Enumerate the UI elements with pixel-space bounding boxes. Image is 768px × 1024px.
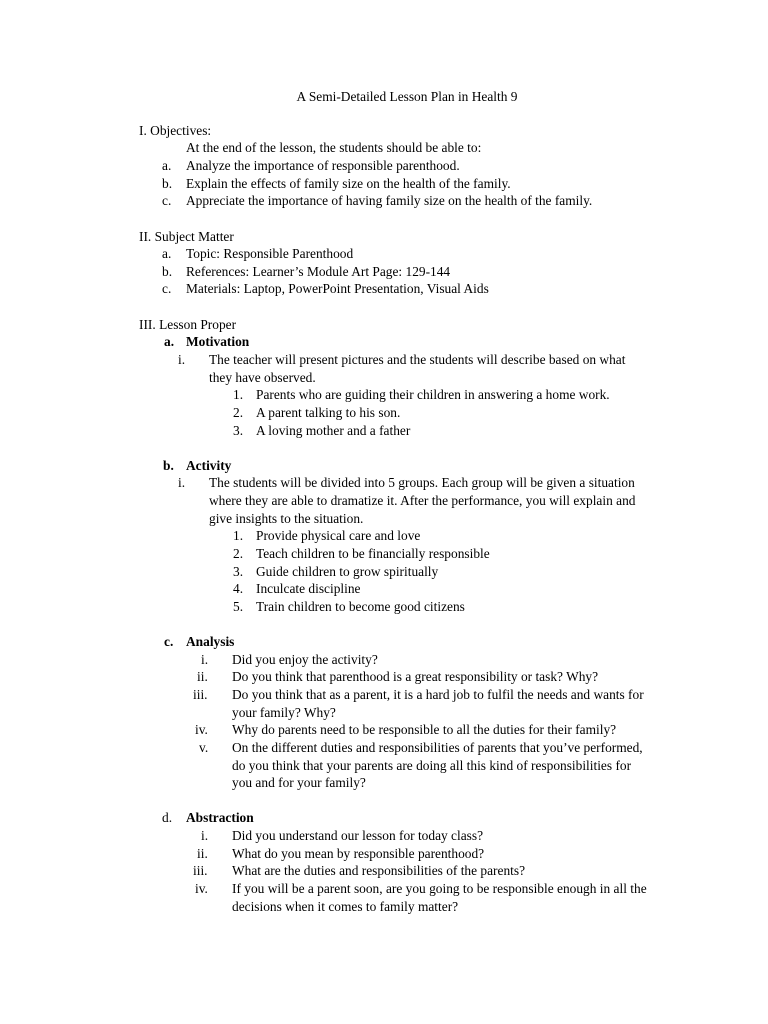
list-item: Analyze the importance of responsible parenthood. <box>186 158 460 173</box>
question-line: What are the duties and responsibilities of the parents? <box>232 863 526 878</box>
question-line: Did you understand our lesson for today class? <box>232 828 484 843</box>
roman-marker: iii. <box>193 863 208 878</box>
question-line: Did you enjoy the activity? <box>232 652 378 667</box>
paragraph-line: where they are able to dramatize it. After the performance, you will explain and <box>209 493 636 508</box>
motivation-heading: Motivation <box>186 334 250 349</box>
list-item: Materials: Laptop, PowerPoint Presentation, Visual Aids <box>186 281 489 296</box>
subject-matter-heading: II. Subject Matter <box>139 229 234 244</box>
list-item: Parents who are guiding their children in answering a home work. <box>256 387 610 402</box>
list-item: Guide children to grow spiritually <box>256 564 439 579</box>
list-marker: c. <box>162 281 172 296</box>
question-line: Why do parents need to be responsible to all the duties for their family? <box>232 722 617 737</box>
section-marker: d. <box>162 810 173 825</box>
roman-marker: iv. <box>195 881 208 896</box>
objectives-heading: I. Objectives: <box>139 123 212 138</box>
list-item: A loving mother and a father <box>256 423 411 438</box>
document-title: A Semi-Detailed Lesson Plan in Health 9 <box>296 89 518 104</box>
question-line: What do you mean by responsible parenthood? <box>232 846 485 861</box>
list-item: A parent talking to his son. <box>256 405 401 420</box>
paragraph-line: give insights to the situation. <box>209 511 364 526</box>
question-line: On the different duties and responsibilities of parents that you’ve performed, <box>232 740 643 755</box>
lesson-proper-heading: III. Lesson Proper <box>139 317 237 332</box>
paragraph-line: they have observed. <box>209 370 316 385</box>
list-item: Teach children to be financially responsible <box>256 546 490 561</box>
question-line: Do you think that as a parent, it is a hard job to fulfil the needs and wants for <box>232 687 644 702</box>
section-marker: b. <box>163 458 174 473</box>
roman-marker: i. <box>201 828 209 843</box>
roman-marker: i. <box>201 652 209 667</box>
section-marker: c. <box>164 634 174 649</box>
abstraction-heading: Abstraction <box>186 810 254 825</box>
list-marker: 2. <box>233 405 244 420</box>
question-line: do you think that your parents are doing all this kind of responsibilities for <box>232 758 632 773</box>
question-line: Do you think that parenthood is a great responsibility or task? Why? <box>232 669 599 684</box>
section-marker: a. <box>164 334 175 349</box>
objectives-intro: At the end of the lesson, the students should be able to: <box>186 140 482 155</box>
list-marker: 3. <box>233 423 244 438</box>
list-item: Provide physical care and love <box>256 528 421 543</box>
question-line: If you will be a parent soon, are you going to be responsible enough in all the <box>232 881 647 896</box>
roman-marker: ii. <box>197 846 208 861</box>
list-marker: a. <box>162 246 172 261</box>
analysis-heading: Analysis <box>186 634 235 649</box>
list-marker: c. <box>162 193 172 208</box>
roman-marker: i. <box>178 352 186 367</box>
list-marker: 1. <box>233 528 244 543</box>
roman-marker: iv. <box>195 722 208 737</box>
roman-marker: iii. <box>193 687 208 702</box>
roman-marker: ii. <box>197 669 208 684</box>
list-item: Inculcate discipline <box>256 581 361 596</box>
paragraph-line: The students will be divided into 5 groups. Each group will be given a situation <box>209 475 635 490</box>
question-line: decisions when it comes to family matter? <box>232 899 459 914</box>
list-marker: a. <box>162 158 172 173</box>
roman-marker: i. <box>178 475 186 490</box>
list-marker: 5. <box>233 599 244 614</box>
list-item: References: Learner’s Module Art Page: 129-144 <box>186 264 451 279</box>
question-line: your family? Why? <box>232 705 336 720</box>
list-marker: b. <box>162 176 173 191</box>
list-marker: b. <box>162 264 173 279</box>
list-item: Train children to become good citizens <box>256 599 465 614</box>
list-marker: 1. <box>233 387 244 402</box>
list-item: Explain the effects of family size on the health of the family. <box>186 176 511 191</box>
list-marker: 4. <box>233 581 244 596</box>
roman-marker: v. <box>199 740 209 755</box>
activity-heading: Activity <box>186 458 232 473</box>
list-marker: 3. <box>233 564 244 579</box>
paragraph-line: The teacher will present pictures and the students will describe based on what <box>209 352 626 367</box>
list-marker: 2. <box>233 546 244 561</box>
list-item: Appreciate the importance of having family size on the health of the family. <box>186 193 593 208</box>
question-line: you and for your family? <box>232 775 366 790</box>
list-item: Topic: Responsible Parenthood <box>186 246 354 261</box>
